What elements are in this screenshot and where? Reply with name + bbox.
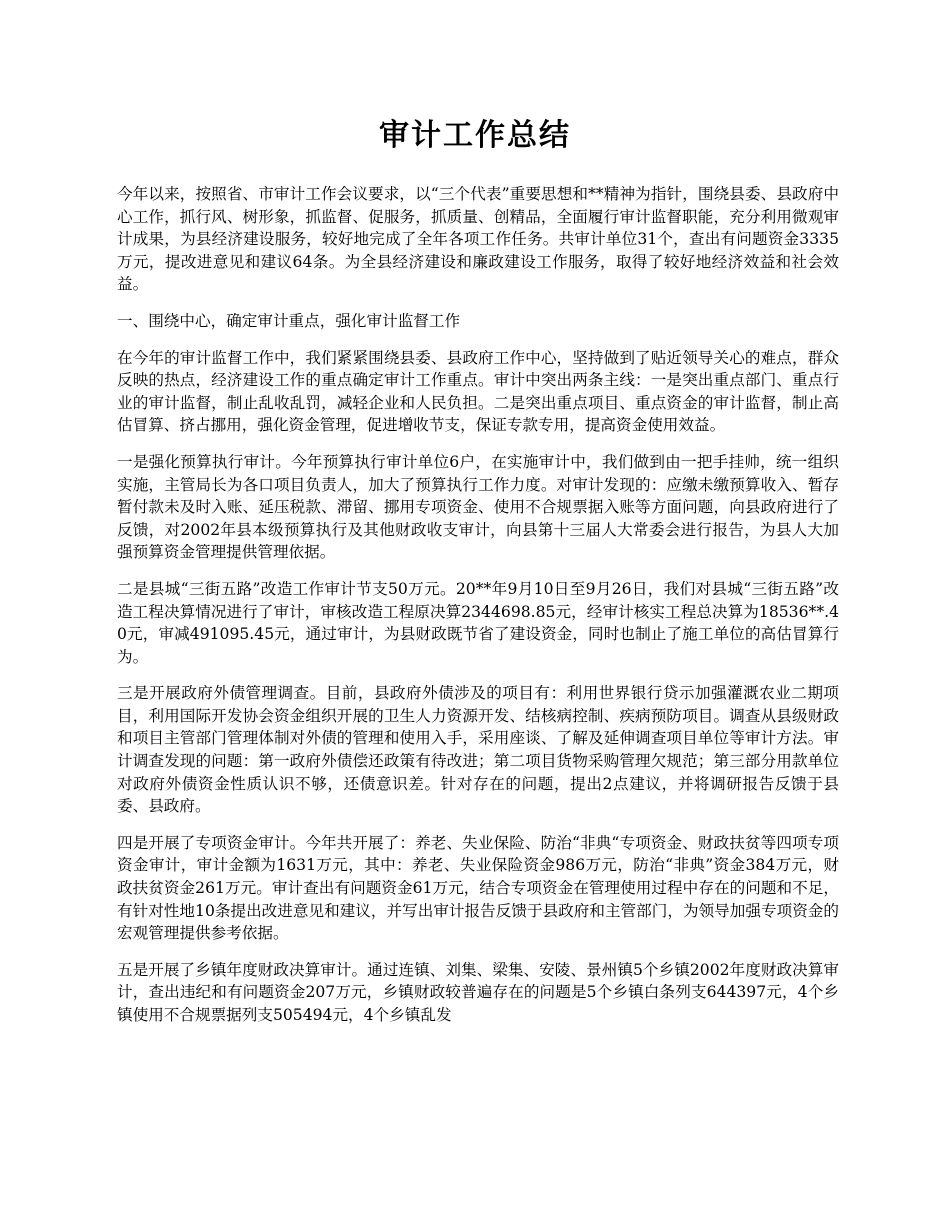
body-paragraph: 五是开展了乡镇年度财政决算审计。通过连镇、刘集、梁集、安陵、景州镇5个乡镇2002年度财政决算审计，查出违纪和有问题资金207万元，乡镇财政较普遍存在的问题是5个乡镇白条列支644397元，4个乡镇使用不合规票据列支505494元，4个乡镇乱发	[117, 960, 839, 1024]
document-title: 审计工作总结	[379, 118, 571, 153]
body-paragraph: 三是开展政府外债管理调查。目前，县政府外债涉及的项目有：利用世界银行贷示加强灌溉农业二期项目，利用国际开发协会资金组织开展的卫生人力资源开发、结核病控制、疾病预防项目。调查从县级财政和项目主管部门管理体制对外债的管理和使用入手，采用座谈、了解及延伸调查项目单位等审计方法。审计调查发现的问题：第一政府外债偿还政策有待改进；第二项目货物采购管理欠规范；第三部分用款单位对政府外债资金性质认识不够，还债意识差。针对存在的问题，提出2点建议，并将调研报告反馈于县委、县政府。	[117, 684, 839, 816]
body-paragraph: 一是强化预算执行审计。今年预算执行审计单位6户，在实施审计中，我们做到由一把手挂帅，统一组织实施，主管局长为各口项目负责人，加大了预算执行工作力度。对审计发现的：应缴未缴预算收入、暂存暂付款未及时入账、延压税款、滞留、挪用专项资金、使用不合规票据入账等方面问题，向县政府进行了反馈，对2002年县本级预算执行及其他财政收支审计，向县第十三届人大常委会进行报告，为县人大加强预算资金管理提供管理依据。	[117, 452, 839, 562]
section-heading: 一、围绕中心，确定审计重点，强化审计监督工作	[117, 311, 461, 330]
document-body	[117, 183, 839, 1041]
body-paragraph: 在今年的审计监督工作中，我们紧紧围绕县委、县政府工作中心，坚持做到了贴近领导关心的难点，群众反映的热点，经济建设工作的重点确定审计工作重点。审计中突出两条主线：一是突出重点部门、重点行业的审计监督，制止乱收乱罚，减轻企业和人民负担。二是突出重点项目、重点资金的审计监督，制止高估冒算、挤占挪用，强化资金管理，促进增收节支，保证专款专用，提高资金使用效益。	[117, 348, 839, 435]
body-paragraph: 二是县城“三街五路”改造工作审计节支50万元。20**年9月10日至9月26日，我们对县城“三街五路”改造工程决算情况进行了审计，审核改造工程原决算2344698.85元，经审计核实工程总决算为18536**.40元，审减491095.45元，通过审计，为县财政既节省了建设资金，同时也制止了施工单位的高估冒算行为。	[117, 579, 839, 666]
body-paragraph: 四是开展了专项资金审计。今年共开展了：养老、失业保险、防治“非典“专项资金、财政扶贫等四项专项资金审计，审计金额为1631万元，其中：养老、失业保险资金986万元，防治“非典”资金384万元，财政扶贫资金261万元。审计查出有问题资金61万元，结合专项资金在管理使用过程中存在的问题和不足，有针对性地10条提出改进意见和建议，并写出审计报告反馈于县政府和主管部门，为领导加强专项资金的宏观管理提供参考依据。	[117, 833, 839, 943]
intro-paragraph: 今年以来，按照省、市审计工作会议要求，以“三个代表”重要思想和**精神为指针，围绕县委、县政府中心工作，抓行风、树形象，抓监督、促服务，抓质量、创精品，全面履行审计监督职能，充分利用微观审计成果，为县经济建设服务，较好地完成了全年各项工作任务。共审计单位31个，查出有问题资金3335万元，提改进意见和建议64条。为全县经济建设和廉政建设工作服务，取得了较好地经济效益和社会效益。	[117, 185, 839, 294]
